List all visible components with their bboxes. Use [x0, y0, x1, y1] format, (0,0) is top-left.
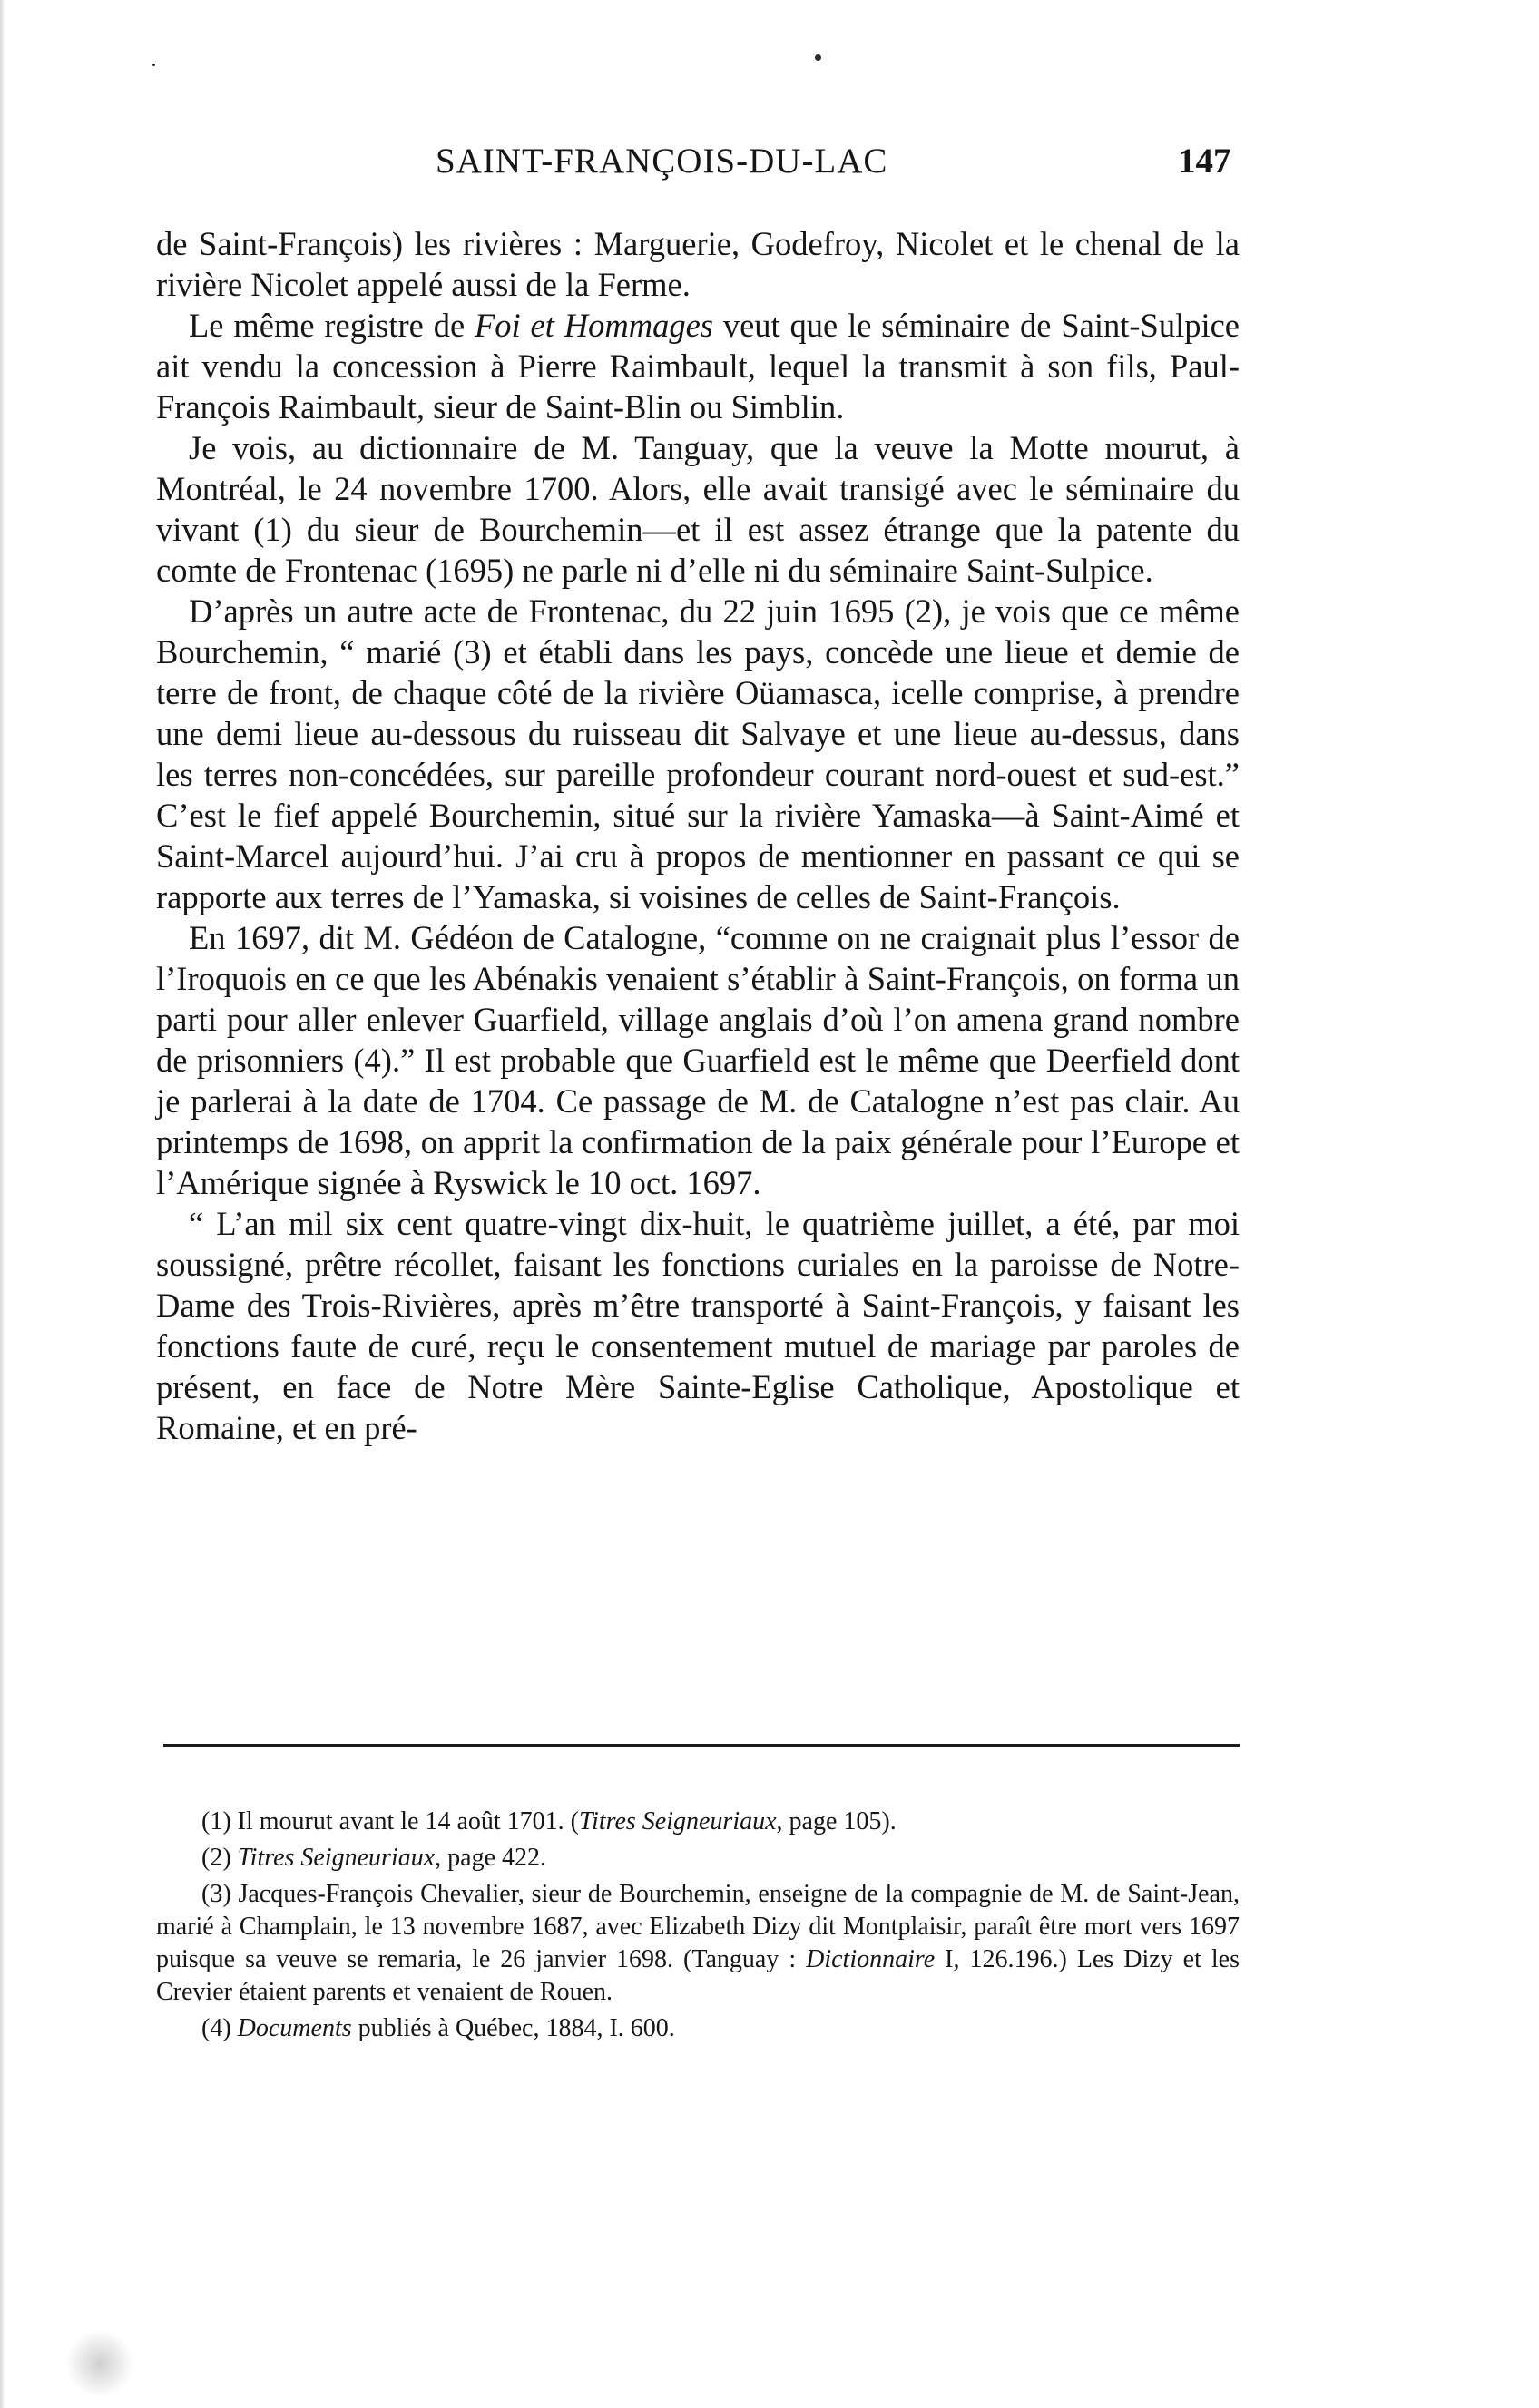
paragraph: D’après un autre acte de Frontenac, du 22 juin 1695 (2), je vois que ce même Bourchemin, “ marié (3) et établi dans les pays, concède une lieue et demie de terre de front, de chaque côté de la rivière Oüamasca, icelle comprise, à prendre une demi lieue au-dessous du ruisseau dit Salvaye et une lieue au-dessus, dans les terres non-concédées, sur pareille profondeur courant nord-ouest et sud-est.” C’est le fief appelé Bourchemin, situé sur la rivière Yamaska—à Saint-Aimé et Saint-Marcel aujourd’hui. J’ai cru à propos de mentionner en passant ce qui se rapporte aux terres de l’Yamaska, si voisines de celles de Saint-François.	[156, 592, 1240, 915]
paragraph: “ L’an mil six cent quatre-vingt dix-huit, le quatrième juillet, a été, par moi soussigné, prêtre récollet, faisant les fonctions curiales en la paroisse de Notre-Dame des Trois-Rivières, après m’être transporté à Saint-François, y faisant les fonctions faute de curé, reçu le consentement mutuel de mariage par paroles de présent, en face de Notre Mère Sainte-Eglise Catholique, Apostolique et Romaine, et en pré-	[156, 1205, 1240, 1446]
footnote-2	[156, 1842, 1240, 1875]
running-title: SAINT-FRANÇOIS-DU-LAC	[436, 142, 888, 181]
italic-title: Titres Seigneuriaux	[237, 1844, 436, 1872]
paragraph: de Saint-François) les rivières : Marguerie, Godefroy, Nicolet et le chenal de la rivière Nicolet appelé aussi de la Ferme.	[156, 225, 1240, 303]
text-run: , page 105).	[776, 1807, 897, 1835]
paragraph	[156, 305, 1240, 427]
text-run: , page 422.	[435, 1844, 547, 1872]
text-run: publiés à Québec, 1884, I. 600.	[351, 2014, 675, 2042]
footnote-1	[156, 1806, 1240, 1838]
text-run: (2)	[201, 1844, 238, 1872]
footnote-divider	[163, 1744, 1240, 1747]
ink-speck	[152, 64, 155, 66]
italic-title: Dictionnaire	[806, 1945, 936, 1973]
text-run: veut que le séminaire de Saint-Sulpice ait vendu la concession à Pierre Raimbault, lequel la transmit à son fils, Paul-François Raimbault, sieur de Saint-Blin ou Simblin.	[156, 307, 1240, 426]
page-number: 147	[1178, 142, 1231, 181]
italic-title: Titres Seigneuriaux	[579, 1807, 777, 1835]
paragraph: En 1697, dit M. Gédéon de Catalogne, “comme on ne craignait plus l’essor de l’Iroquois en ce que les Abénakis venaient s’établir à Saint-François, on forma un parti pour aller enlever Guarfield, village anglais d’où l’on amena grand nombre de prisonniers (4).” Il est probable que Guarfield est le même que Deerfield dont je parlerai à la date de 1704. Ce passage de M. de Catalogne n’est pas clair. Au printemps de 1698, on apprit la confirmation de la paix générale pour l’Europe et l’Amérique signée à Ryswick le 10 oct. 1697.	[156, 919, 1240, 1201]
footnotes	[156, 1806, 1240, 2049]
ink-speck	[815, 54, 821, 61]
paragraph: Je vois, au dictionnaire de M. Tanguay, que la veuve la Motte mourut, à Montréal, le 24 novembre 1700. Alors, elle avait transigé avec le séminaire du vivant (1) du sieur de Bourchemin—et il est assez étrange que la patente du comte de Frontenac (1695) ne parle ni d’elle ni du séminaire Saint-Sulpice.	[156, 429, 1240, 589]
main-text	[156, 223, 1240, 1448]
text-run: Le même registre de	[189, 307, 475, 344]
text-run: (1) Il mourut avant le 14 août 1701. (	[201, 1807, 580, 1835]
footnote-3	[156, 1878, 1240, 2009]
italic-title: Documents	[237, 2014, 352, 2042]
page-edge-shadow	[0, 0, 5, 2408]
text-run: I, 126.196.) Les Dizy et les Crevier étaient parents et venaient de Rouen.	[156, 1945, 1240, 2006]
text-run: (4)	[201, 2014, 238, 2042]
text-run: (3) Jacques-François Chevalier, sieur de Bourchemin, enseigne de la compagnie de M. de Saint-Jean, marié à Champlain, le 13 novembre 1687, avec Elizabeth Dizy dit Montplaisir, paraît être mort vers 1697 puisque sa veuve se remaria, le 26 janvier 1698. (Tanguay :	[156, 1880, 1240, 1973]
footnote-4	[156, 2012, 1240, 2045]
italic-title: Foi et Hommages	[475, 307, 713, 344]
paper-stain	[64, 2332, 136, 2395]
